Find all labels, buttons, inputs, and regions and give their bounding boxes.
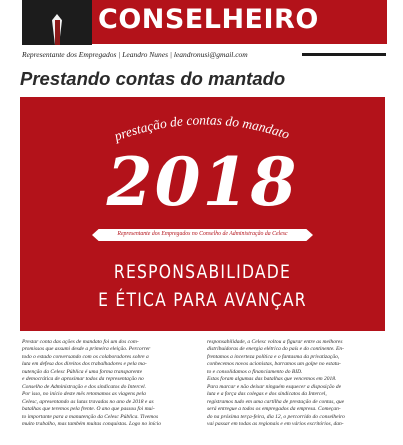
article-title: Prestando contas do mantado [20, 68, 286, 89]
byline-divider [302, 53, 386, 56]
body-line: to e consolidamos o financiamento do BID. [207, 368, 303, 375]
representative-photo [22, 0, 92, 45]
body-line: distribuidoras de energia elétrica do país e do continente. En- [207, 346, 344, 353]
body-line: e democrática de aproximar todos da representação no [22, 376, 144, 383]
body-line: to importante para a manutenção da Celesc Pública. Tivemos [22, 413, 159, 420]
svg-text:prestação de contas do mandato [111, 112, 291, 144]
body-column-left [22, 339, 198, 428]
body-line: vai passar em todas as regionais e em vários escritórios, dan- [207, 420, 344, 427]
body-line: muito trabalho, mas também muitas conquistas. Logo no início [22, 420, 162, 427]
masthead-title: CONSELHEIRO [98, 4, 319, 35]
hero-motto-line2: E ÉTICA PARA AVANÇAR [98, 289, 307, 311]
body-line: será entregue a todos os empregados da empresa. Começan- [207, 406, 341, 413]
body-line: nutenção da Celesc Pública é uma forma transparente [22, 368, 143, 375]
body-line: Estas foram algumas das batalhas que vencemos em 2018. [207, 376, 337, 383]
hero-script-text: prestação de contas do mandato [112, 112, 292, 144]
body-line: registramos tudo em uma cartilha de prestação de contas, que [207, 398, 345, 405]
body-line: batalhas que teremos pela frente. O ano que passou foi mui- [22, 406, 155, 413]
body-line: Conselho de Administração e dos sindicatos do Intercel. [22, 383, 147, 390]
masthead [0, 0, 403, 45]
body-line: Celesc, apresentando as lutas travadas no ano de 2018 e as [22, 398, 154, 405]
hero-motto-line1: RESPONSABILIDADE [113, 261, 292, 283]
body-line: Prestar conta das ações de mandato foi um dos com- [22, 339, 139, 345]
body-line: Por isso, no início deste mês retomamos as viagens pela [22, 391, 146, 398]
hero-ribbon-text: Representante dos Empregados no Conselho de Administração da Celesc [117, 231, 288, 237]
body-line: frentamos a incerteza política e o fantasma da privatização, [207, 353, 340, 360]
body-line: luta em defesa dos direitos dos trabalhadores e pela ma- [22, 361, 147, 368]
body-line: responsabilidade, a Celesc voltou a figurar entre as melhores [207, 339, 343, 345]
byline: Representante dos Empregados | Leandro Nunes | leandronusi@gmail.com [22, 50, 248, 59]
body-line: Para marcar e não deixar ninguém esquecer a disposição de [207, 383, 342, 390]
hero-year: 2018 [106, 143, 299, 221]
body-line: todo o estado conversando com os colaboradores sobre a [22, 353, 149, 360]
body-line: conhecemos novos acionistas, barramos um golpe no estatu- [207, 361, 341, 368]
body-line: luta e a força das colegas e dos sindicatos da Intercel, [207, 391, 327, 398]
hero-banner [20, 97, 385, 331]
body-line: do na próxima terça-feira, dia 12, o percorrido do conselheiro [207, 413, 345, 420]
photo-tie-shape [55, 20, 60, 45]
body-line: promissos que assumi desde a primeira eleição. Percorrer [22, 346, 151, 353]
body-column-right [207, 339, 383, 428]
